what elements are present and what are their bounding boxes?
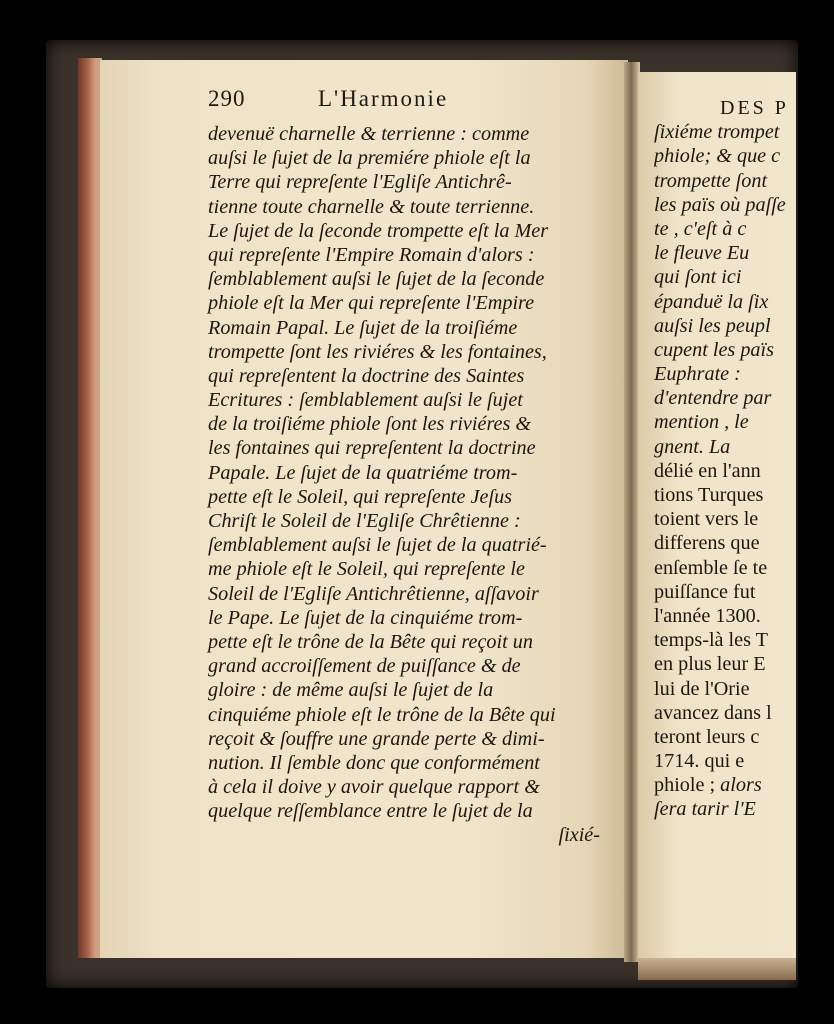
text-line xyxy=(654,507,796,531)
text-line: Soleil de l'Egliſe Antichrêtienne, aſſavoir xyxy=(208,582,539,605)
text-line: trompette ſont xyxy=(654,169,768,192)
text-line: ſixiéme trompet xyxy=(654,121,780,144)
text-line: à cela il doive y avoir quelque rapport & xyxy=(208,776,540,799)
text-line xyxy=(654,773,796,797)
text-line xyxy=(654,749,796,773)
text-span: puiſſance fut xyxy=(654,580,756,603)
text-span: differens que xyxy=(654,532,760,555)
text-line: qui repreſentent la doctrine des Saintes xyxy=(208,364,525,387)
text-line xyxy=(654,580,796,604)
text-line: devenuë charnelle & terrienne : comme xyxy=(208,123,530,145)
text-line: nution. Il ſemble donc que conformément xyxy=(208,751,540,774)
text-line: le fleuve Eu xyxy=(654,242,750,265)
text-line: épanduë la ſix xyxy=(654,290,769,313)
right-page-text xyxy=(654,96,796,856)
text-span: avancez dans l xyxy=(654,701,772,724)
running-title: L'Harmonie xyxy=(318,86,449,111)
text-line: pette eſt le Soleil, qui repreſente Jeſus xyxy=(208,485,513,508)
text-line: le Pape. Le ſujet de la cinquiéme trom- xyxy=(208,606,523,629)
text-line: Papale. Le ſujet de la quatriéme trom- xyxy=(208,461,518,484)
text-line: ſera tarir l'E xyxy=(654,798,756,821)
text-line: ſemblablement auſsi le ſujet de la quatrié- xyxy=(208,534,547,557)
page-number: 290 xyxy=(208,86,246,111)
text-line: Ecritures : ſemblablement auſsi le ſujet xyxy=(208,389,523,412)
text-line: ſemblablement auſsi le ſujet de la ſeconde xyxy=(208,268,545,291)
text-line: gnent. La xyxy=(654,435,731,458)
text-line: phiole; & que c xyxy=(654,145,781,168)
text-span: temps-là les T xyxy=(654,629,768,652)
text-line xyxy=(654,725,796,749)
text-span: délié en l'ann xyxy=(654,459,761,482)
text-line: gloire : de même auſsi le ſujet de la xyxy=(208,679,494,702)
text-line: Romain Papal. Le ſujet de la troiſiéme xyxy=(208,316,518,339)
text-line: les païs où paſſe xyxy=(654,193,786,216)
text-line: reçoit & ſouffre une grande perte & dimi- xyxy=(208,727,545,750)
left-page-text xyxy=(208,122,600,872)
text-line: tienne toute charnelle & toute terrienne. xyxy=(208,195,535,218)
text-line xyxy=(654,628,796,652)
text-span: l'année 1300. xyxy=(654,604,761,627)
text-line: Terre qui repreſente l'Egliſe Antichrê- xyxy=(208,171,512,194)
text-line: phiole eſt la Mer qui repreſente l'Empire xyxy=(208,292,535,315)
text-line: de la troiſiéme phiole ſont les riviéres & xyxy=(208,413,532,436)
text-line: les fontaines qui repreſentent la doctrine xyxy=(208,437,536,460)
text-line: qui repreſente l'Empire Romain d'alors : xyxy=(208,243,535,266)
text-line: ſixié- xyxy=(558,824,600,847)
text-line: grand accroiſſement de puiſſance & de xyxy=(208,655,521,678)
text-line: trompette ſont les riviéres & les fontaines, xyxy=(208,340,547,363)
text-span: lui de l'Orie xyxy=(654,677,750,700)
text-line: te , c'eſt à c xyxy=(654,217,747,240)
text-line xyxy=(654,459,796,483)
text-line: cupent les païs xyxy=(654,338,774,361)
text-line: qui ſont ici xyxy=(654,266,742,289)
text-line: Le ſujet de la ſeconde trompette eſt la Mer xyxy=(208,219,549,242)
left-running-head xyxy=(208,86,608,116)
text-line: Chriſt le Soleil de l'Egliſe Chrêtienne : xyxy=(208,510,521,532)
text-span: teront leurs c xyxy=(654,725,760,748)
text-span-italic: alors xyxy=(715,774,762,797)
text-line xyxy=(654,604,796,628)
right-running-head: DES P xyxy=(720,97,789,119)
text-line: auſsi les peupl xyxy=(654,314,771,337)
text-line: d'entendre par xyxy=(654,387,772,410)
text-line: quelque reſſemblance entre le ſujet de la xyxy=(208,800,533,823)
text-line: mention , le xyxy=(654,411,749,434)
text-span: en plus leur E xyxy=(654,653,766,676)
text-span: phiole ; xyxy=(654,774,716,797)
page-edges xyxy=(78,58,102,958)
text-line xyxy=(654,531,796,555)
text-line xyxy=(654,652,796,676)
text-line xyxy=(654,483,796,507)
text-line xyxy=(654,677,796,701)
right-page-edge xyxy=(638,958,796,980)
text-line: cinquiéme phiole eſt le trône de la Bête qui xyxy=(208,703,556,726)
text-line xyxy=(654,701,796,725)
text-line xyxy=(654,556,796,580)
text-line: me phiole eſt le Soleil, qui repreſente le xyxy=(208,558,525,581)
text-line: Euphrate : xyxy=(654,363,741,386)
text-line: auſsi le ſujet de la premiére phiole eſt la xyxy=(208,147,531,170)
text-line: pette eſt le trône de la Bête qui reçoit un xyxy=(208,630,533,653)
text-span: enſemble ſe te xyxy=(654,556,768,579)
text-span: toient vers le xyxy=(654,508,759,531)
text-span: 1714. qui e xyxy=(654,750,745,773)
text-span: tions Turques xyxy=(654,484,764,506)
